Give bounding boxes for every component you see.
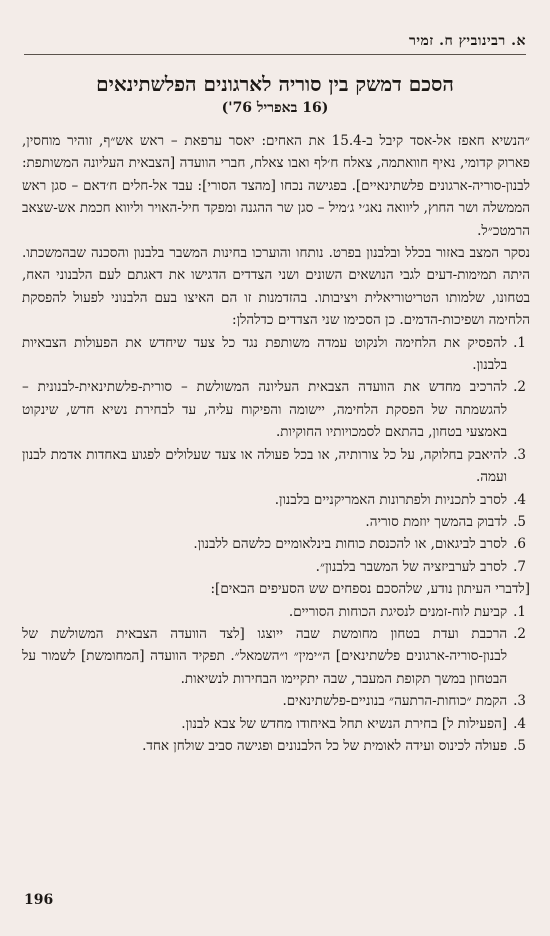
appendix-point: 5. פעולה לכינוס ועידה לאומית של כל הלבנונים ופגישה סביב שולחן אחד.: [142, 737, 526, 754]
newspaper-note: [לדברי העיתון נודע, שלהסכם נספחים שש הסעיפים הבאים]:: [210, 581, 530, 598]
article-title: הסכם דמשק בין סוריה לארגונים הפלשתינאים: [96, 72, 454, 96]
agreement-point: 3. להיאבק בחלוקה, על כל צורותיה, או בכל פעולה או צעד שעלולים לפגוע באחדות אדמת לבנון ועמה.: [22, 446, 526, 486]
agreement-point: 2. להרכיב מחדש את הוועדה הצבאית העליונה המשולשת – סורית-פלשתינאית-לבנונית – להגשמתה של הפסקת הלחימה, יישומה והפיקוח עליה, עד לבחירת נשיא חדש, שינקוט באמצעי בטחון, בהתאם לסמכויותיו החוקיות.: [22, 379, 526, 441]
appendix-point: 3. הקמת ״כוחות-הרתעה״ בנוניים-פלשתינאים.: [282, 693, 526, 710]
running-head-authors: א. רבינוביץ ח. זמיר: [408, 33, 526, 49]
review-paragraph: נסקר המצב באזור בכלל ובלבנון בפרט. נותחו והוערכו בחינות המשבר בלבנון והסכנה שבהמשכתו. היתה תמימות-דעים לגבי הנושאים השונים ושני הצדדים הדגישו את דאגתם לעם הלבנוני האח, בטחונו, שלמותו הטריטוריאלית ויציבותו. בהזדמנות זו הם האיצו בעם הלבנוני לפעול להפסקת הלחימה ושפיכות-הדמים. כן הסכימו שני הצדדים כדלהלן:: [22, 245, 530, 329]
header-rule: [24, 54, 526, 55]
agreement-point: 1. להפסיק את הלחימה ולנקוט עמדה משותפת נגד כל צעד שיחדש את הפעולות הצבאיות בלבנון.: [22, 334, 526, 374]
appendix-point: 4. [הפעילות ל] בחירת הנשיא תחל באיחודו מחדש של צבא לבנון.: [181, 715, 526, 732]
appendix-point: 1. קביעת לוח-זמנים לנסיגת הכוחות הסוריים.: [288, 603, 526, 620]
agreement-point: 7. לסרב לערביזציה של המשבר בלבנון״.: [315, 558, 526, 575]
article-body: [22, 130, 530, 757]
agreement-point: 5. לדבוק בהמשך יוזמת סוריה.: [365, 513, 526, 530]
appendix-point: 2. הרכבת ועדת בטחון מחומשת שבה ייוצגו [לצד הוועדה הצבאית המשולשת של לבנון-סוריה-ארגונים פלשתינאים] ה״ימין״ ו״השמאל״. תפקיד הוועדה [המחומשת] לשמור על הבטחון במשך תקופת המעבר, שבה יתקיימו הבחירות לנשיאות.: [22, 625, 526, 687]
article-date: (16 באפריל 76'): [221, 100, 329, 116]
agreement-point: 6. לסרב לביגאום, או להכנסת כוחות בינלאומיים כלשהם ללבנון.: [193, 536, 526, 553]
page-number: 196: [24, 892, 54, 908]
intro-paragraph: ״הנשיא חאפז אל-אסד קיבל ב-15.4 את האחים: יאסר ערפאת – ראש אש״ף, זוהיר מוחסין, פארוק קדומי, נאיף חוואתמה, צאלח ח׳לף ואבו צאלח, חברי הוועדה [הצבאית העליונה המשותפת: לבנון-סוריה-ארגונים פלשתינאיים]. בפגישה נכחו [מהצד הסורי]: עבד אל-חלים ח׳דאם – סגן ראש הממשלה ושר החוץ, ליוואה נאג׳י ג׳מיל – סגן שר ההגנה ומפקד חיל-האויר וליווא חכמת אש-שצאב הרמטכ״ל.: [22, 133, 530, 239]
agreement-point: 4. לסרב לתכניות ולפתרונות האמריקניים בלבנון.: [274, 491, 526, 508]
